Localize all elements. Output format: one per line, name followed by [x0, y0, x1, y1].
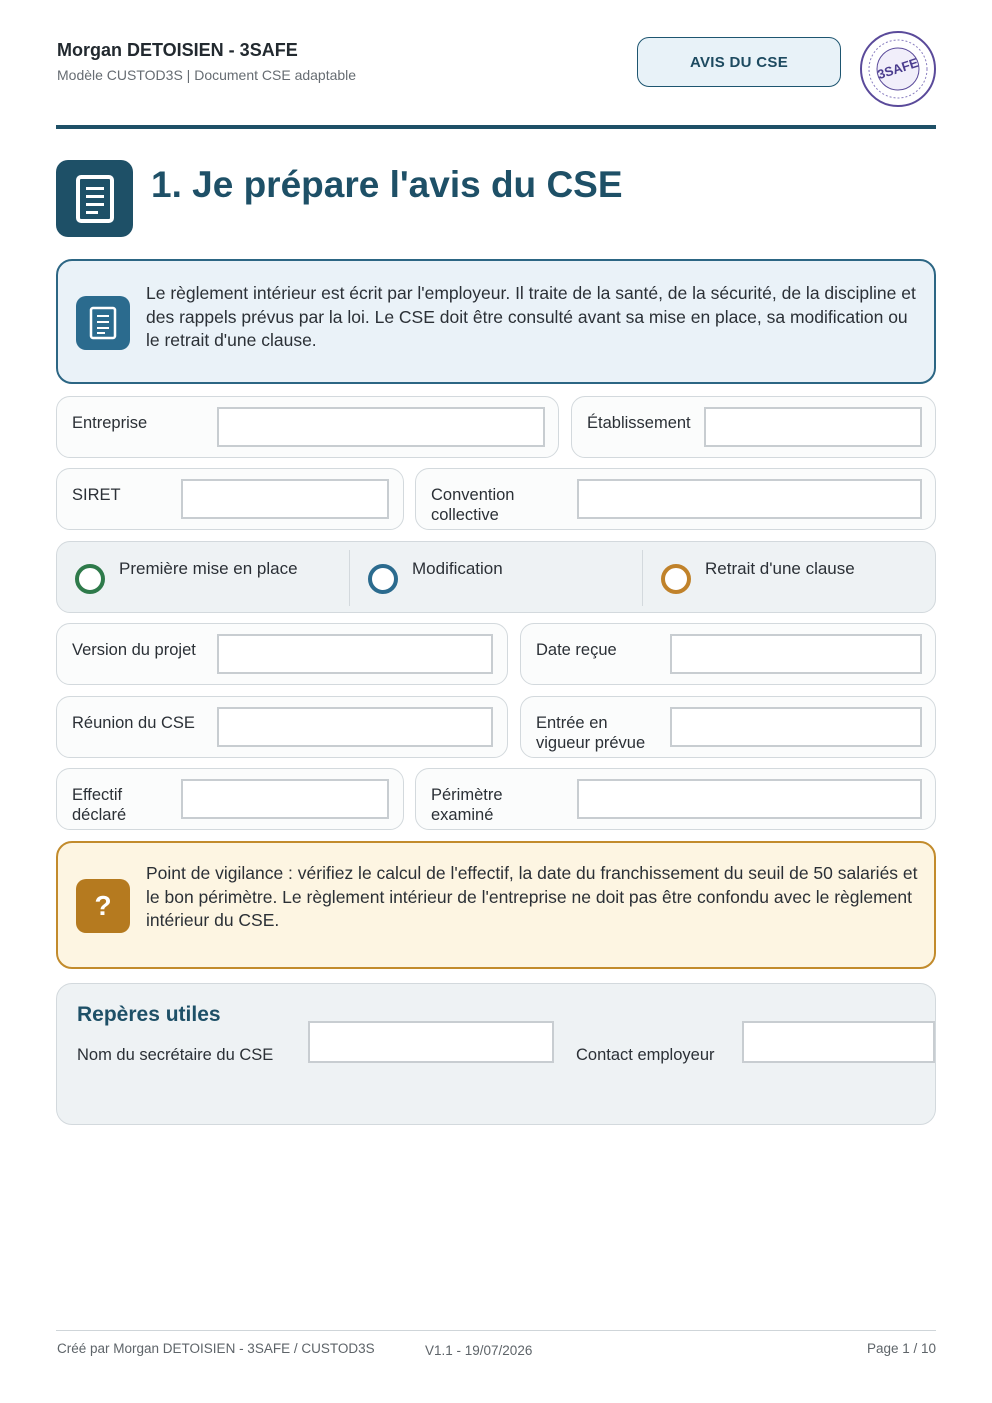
info-text: Le règlement intérieur est écrit par l'employeur. Il traite de la santé, de la sécurité, de la discipline et des rappels prévus par la loi. Le CSE doit être consulté avant sa mise en place, sa modification ou le retrait d'une clause. [146, 283, 916, 350]
procedure-type-options [56, 541, 936, 613]
perimetre-label: Périmètre examiné [431, 786, 503, 824]
field-convention [415, 468, 936, 530]
footer-divider [56, 1330, 936, 1331]
footer-created-by: Créé par Morgan DETOISIEN - 3SAFE / CUSTOD3S [57, 1341, 375, 1356]
vigilance-box [56, 841, 936, 969]
footer-version: V1.1 - 19/07/2026 [425, 1343, 533, 1358]
question-icon: ? [76, 879, 130, 933]
field-reunion [56, 696, 508, 758]
header-divider [56, 125, 936, 129]
reunion-input[interactable] [217, 707, 493, 747]
version-label: Version du projet [72, 641, 196, 659]
contact-employeur-label: Contact employeur [576, 1046, 715, 1064]
field-siret [56, 468, 404, 530]
entree-vigueur-label: Entrée en vigueur prévue [536, 714, 646, 752]
siret-input[interactable] [181, 479, 389, 519]
radio-circle-icon[interactable] [75, 564, 105, 594]
field-perimetre [415, 768, 936, 830]
header-author: Morgan DETOISIEN - 3SAFE [57, 40, 298, 60]
option-label: Modification [412, 559, 503, 578]
option-modification[interactable] [350, 542, 642, 614]
etablissement-input[interactable] [704, 407, 922, 447]
contact-employeur-input[interactable] [742, 1021, 935, 1063]
option-retrait-clause[interactable] [643, 542, 935, 614]
version-input[interactable] [217, 634, 493, 674]
secretaire-input[interactable] [308, 1021, 554, 1063]
logo-text: 3SAFE [875, 54, 921, 83]
reperes-section [56, 983, 936, 1125]
field-effectif [56, 768, 404, 830]
radio-circle-icon[interactable] [368, 564, 398, 594]
header-subtitle: Modèle CUSTOD3S | Document CSE adaptable [57, 67, 357, 83]
entreprise-input[interactable] [217, 407, 545, 447]
footer-page-number: Page 1 / 10 [866, 1341, 936, 1356]
entreprise-label: Entreprise [72, 414, 148, 432]
option-label: Première mise en place [119, 559, 298, 578]
entree-vigueur-input[interactable] [670, 707, 922, 747]
etablissement-label: Établissement [587, 414, 691, 432]
info-box [56, 259, 936, 384]
field-etablissement [571, 396, 936, 458]
document-icon [56, 160, 133, 237]
effectif-input[interactable] [181, 779, 389, 819]
3safe-logo [858, 29, 938, 109]
reperes-title: Repères utiles [77, 1003, 221, 1026]
page-title: 1. Je prépare l'avis du CSE [151, 164, 623, 205]
date-recue-label: Date reçue [536, 641, 617, 659]
option-label: Retrait d'une clause [705, 559, 855, 578]
effectif-label: Effectif déclaré [72, 786, 127, 824]
field-entreprise [56, 396, 559, 458]
perimetre-input[interactable] [577, 779, 922, 819]
date-recue-input[interactable] [670, 634, 922, 674]
reunion-label: Réunion du CSE [72, 714, 195, 732]
convention-input[interactable] [577, 479, 922, 519]
option-premiere-mise-en-place[interactable] [57, 542, 349, 614]
field-entree-vigueur [520, 696, 936, 758]
secretaire-label: Nom du secrétaire du CSE [77, 1046, 274, 1064]
siret-label: SIRET [72, 486, 121, 504]
document-type-badge: AVIS DU CSE [637, 37, 841, 87]
field-version [56, 623, 508, 685]
document-icon [76, 296, 130, 350]
convention-label: Convention collective [431, 486, 515, 524]
radio-circle-icon[interactable] [661, 564, 691, 594]
vigilance-text: Point de vigilance : vérifiez le calcul de l'effectif, la date du franchissement du seuil de 50 salariés et le bon périmètre. Le règlement intérieur de l'entreprise ne doit pas être confondu avec le règlement intérieur du CSE. [146, 863, 918, 930]
field-date-recue [520, 623, 936, 685]
